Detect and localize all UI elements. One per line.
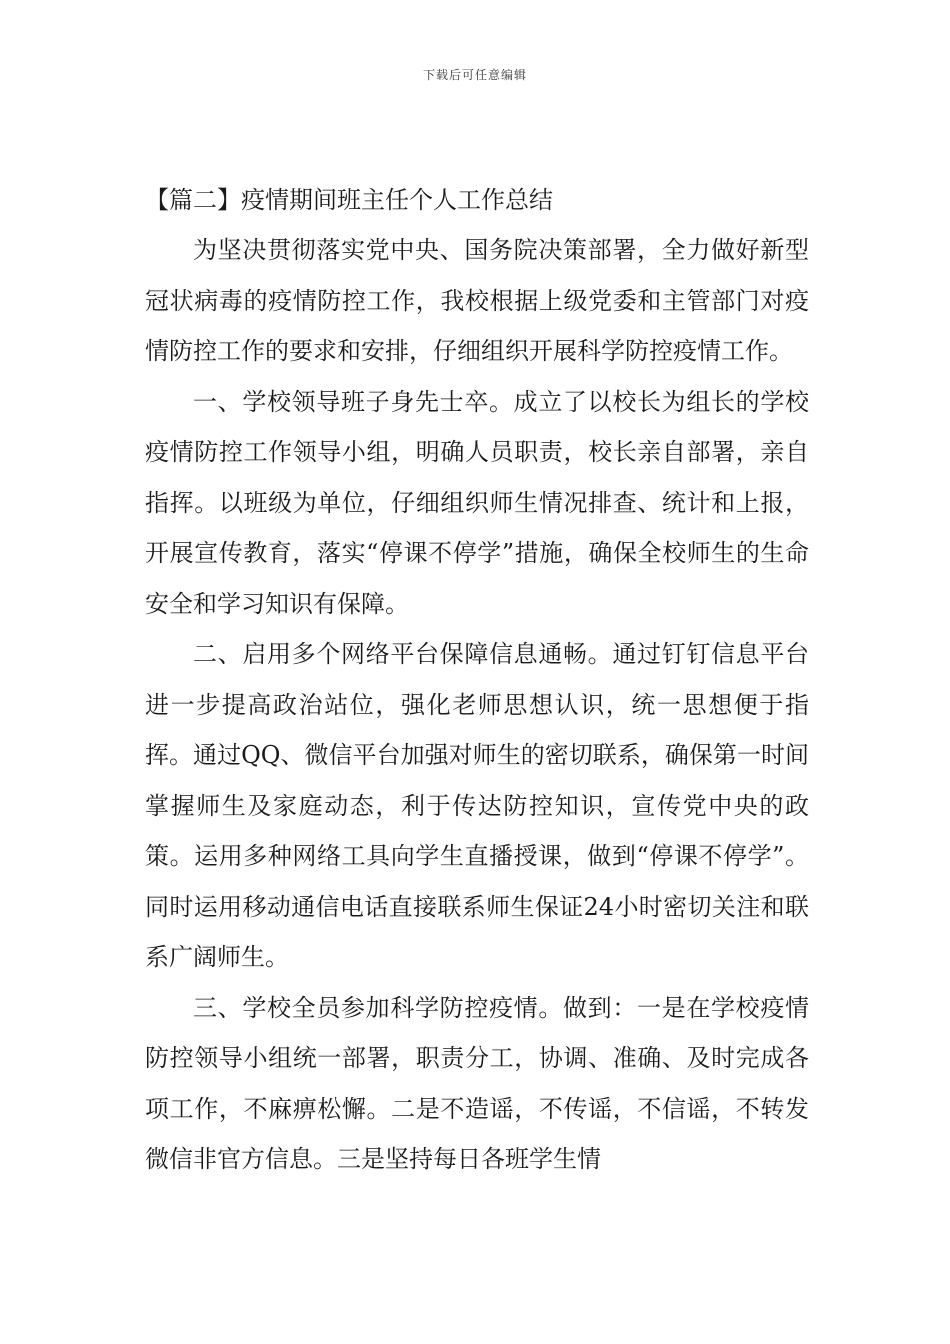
document-body	[145, 176, 809, 1185]
paragraph-section-one: 一、学校领导班子身先士卒。成立了以校长为组长的学校疫情防控工作领导小组，明确人员职责，校长亲自部署，亲自指挥。以班级为单位，仔细组织师生情况排查、统计和上报，开展宣传教育，落实“停课不停学”措施，确保全校师生的生命安全和学习知识有保障。	[145, 387, 809, 618]
header-note: 下载后可任意编辑	[422, 68, 527, 82]
paragraph-intro: 为坚决贯彻落实党中央、国务院决策部署，全力做好新型冠状病毒的疫情防控工作，我校根据上级党委和主管部门对疫情防控工作的要求和安排，仔细组织开展科学防控疫情工作。	[145, 236, 809, 365]
paragraph-section-three: 三、学校全员参加科学防控疫情。做到：一是在学校疫情防控领导小组统一部署，职责分工，协调、准确、及时完成各项工作，不麻痹松懈。二是不造谣，不传谣，不信谣，不转发微信非官方信息。三是坚持每日各班学生情	[145, 993, 809, 1173]
document-title: 【篇二】疫情期间班主任个人工作总结	[145, 186, 553, 214]
paragraph-section-two: 二、启用多个网络平台保障信息通畅。通过钉钉信息平台进一步提高政治站位，强化老师思想认识，统一思想便于指挥。通过QQ、微信平台加强对师生的密切联系，确保第一时间掌握师生及家庭动态，利于传达防控知识，宣传党中央的政策。运用多种网络工具向学生直播授课，做到“停课不停学”。同时运用移动通信电话直接联系师生保证24小时密切关注和联系广阔师生。	[145, 640, 809, 971]
